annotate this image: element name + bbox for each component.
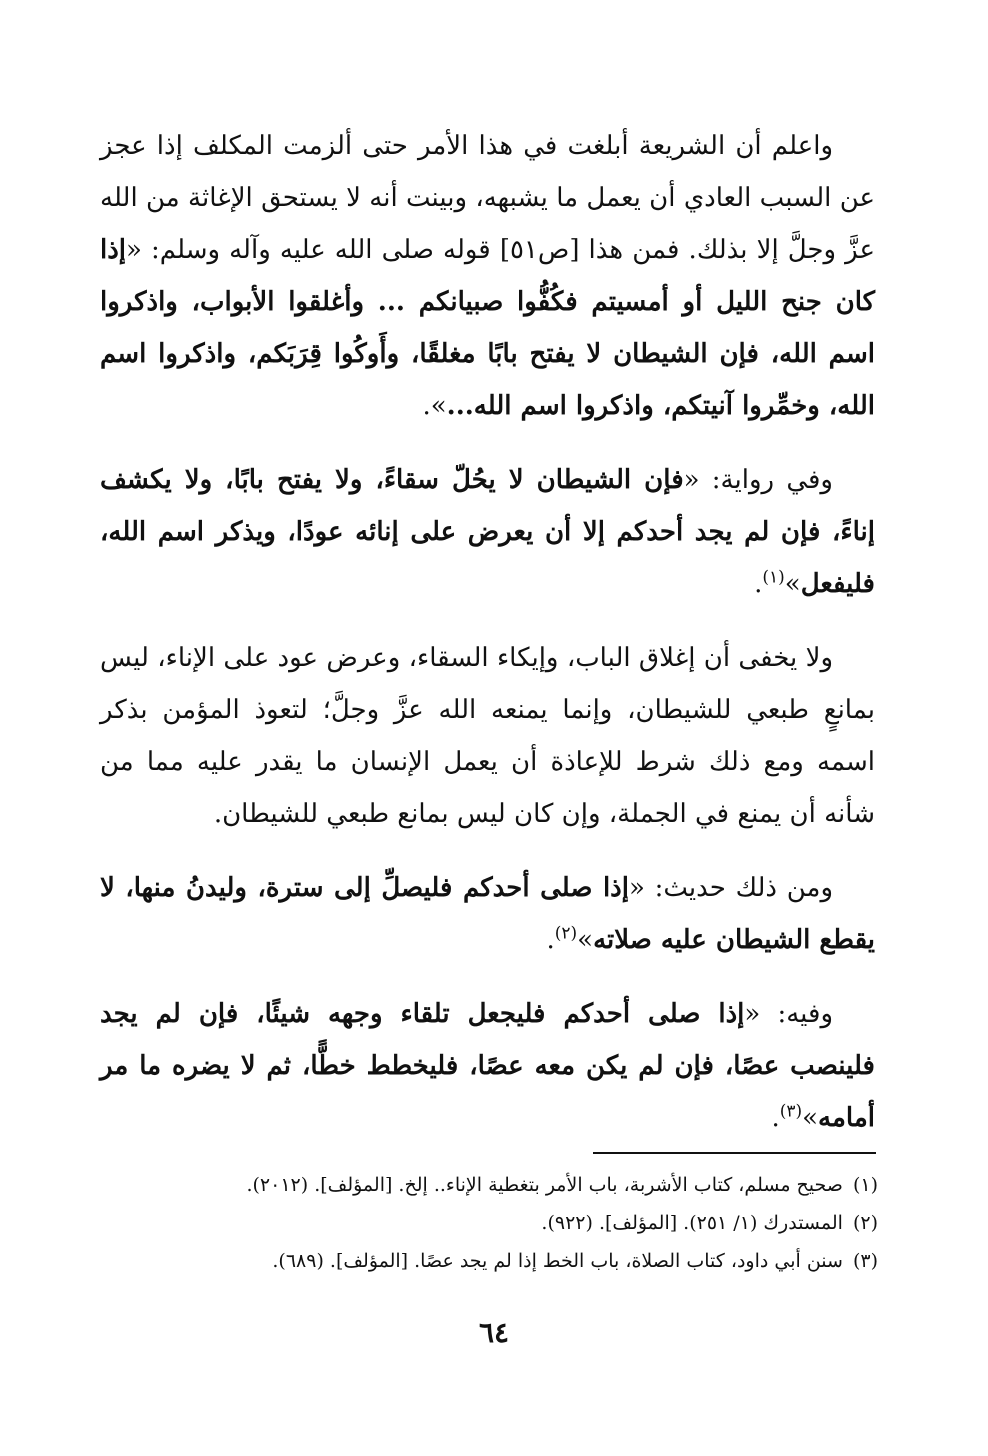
paragraph-2 bbox=[100, 454, 875, 610]
footnote-1-text: صحيح مسلم، كتاب الأشربة، باب الأمر بتغطية الإناء.. إلخ. [المؤلف]. (٢٠١٢). bbox=[246, 1174, 843, 1196]
footnote-3-text: سنن أبي داود، كتاب الصلاة، باب الخط إذا لم يجد عصًا. [المؤلف]. (٦٨٩). bbox=[272, 1250, 843, 1272]
paragraph-2-hadith-quote: فإن الشيطان لا يحُلّ سقاءً، ولا يفتح بابًا، ولا يكشف إناءً، فإن لم يجد أحدكم إلا أن يعرض على إنائه عودًا، ويذكر اسم الله، فليفعل bbox=[100, 465, 875, 599]
paragraph-3-text: ولا يخفى أن إغلاق الباب، وإيكاء السقاء، وعرض عود على الإناء، ليس بمانعٍ طبعي للشيطان، وإنما يمنعه الله عزَّ وجلَّ؛ لتعوذ المؤمن بذكر اسمه ومع ذلك شرط للإعاذة أن يعمل الإنسان ما يقدر عليه مما من شأنه أن يمنع في الجملة، وإن كان ليس بمانع طبعي للشيطان. bbox=[100, 643, 875, 829]
paragraph-5-quote-close: » bbox=[802, 1103, 819, 1133]
footnotes bbox=[100, 1166, 878, 1280]
footnote-3 bbox=[100, 1242, 878, 1280]
paragraph-1 bbox=[100, 120, 875, 432]
page-body bbox=[100, 120, 875, 1166]
footnote-2 bbox=[100, 1204, 878, 1242]
footnote-1-number: (١) bbox=[852, 1174, 878, 1196]
paragraph-4-hadith-quote: إذا صلى أحدكم فليصلِّ إلى سترة، وليدنُ منها، لا يقطع الشيطان عليه صلاته bbox=[100, 873, 875, 955]
paragraph-5-period: . bbox=[771, 1103, 780, 1133]
paragraph-4 bbox=[100, 862, 875, 966]
footnote-2-text: المستدرك (١/ ٢٥١). [المؤلف]. (٩٢٢). bbox=[541, 1212, 843, 1234]
paragraph-1-intro: واعلم أن الشريعة أبلغت في هذا الأمر حتى ألزمت المكلف إذا عجز عن السبب العادي أن يعمل ما يشبهه، وبينت أنه لا يستحق الإغاثة من الله عزَّ وجلَّ إلا بذلك. فمن هذا [ص٥١] قوله صلى الله عليه وآله وسلم: « bbox=[100, 131, 875, 265]
paragraph-1-closing: ». bbox=[422, 391, 447, 421]
paragraph-1-hadith-quote: إذا كان جنح الليل أو أمسيتم فكُفُّوا صبيانكم ... وأغلقوا الأبواب، واذكروا اسم الله، فإن الشيطان لا يفتح بابًا مغلقًا، وأَوكُوا قِرَبَكم، واذكروا اسم الله، وخمِّروا آنيتكم، واذكروا اسم الله... bbox=[100, 235, 875, 421]
footnote-3-number: (٣) bbox=[852, 1250, 878, 1272]
footnote-2-number: (٢) bbox=[852, 1212, 878, 1234]
page-number: ٦٤ bbox=[478, 1316, 510, 1349]
paragraph-4-quote-close: » bbox=[577, 925, 594, 955]
paragraph-5-intro: وفيه: « bbox=[744, 999, 834, 1029]
paragraph-4-intro: ومن ذلك حديث: « bbox=[628, 873, 833, 903]
paragraph-4-period: . bbox=[546, 925, 555, 955]
paragraph-5 bbox=[100, 988, 875, 1144]
footnote-divider bbox=[593, 1152, 876, 1154]
paragraph-5-hadith-quote: إذا صلى أحدكم فليجعل تلقاء وجهه شيئًا، فإن لم يجد فلينصب عصًا، فإن لم يكن معه عصًا، فليخطط خطًّا، ثم لا يضره ما مر أمامه bbox=[100, 999, 875, 1133]
footnote-ref-2: (٢) bbox=[554, 923, 578, 944]
footnote-ref-3: (٣) bbox=[779, 1101, 803, 1122]
footnote-ref-1: (١) bbox=[762, 567, 785, 588]
paragraph-2-quote-close: » bbox=[784, 569, 801, 599]
paragraph-2-period: . bbox=[754, 569, 763, 599]
paragraph-3 bbox=[100, 632, 875, 840]
paragraph-2-intro: وفي رواية: « bbox=[683, 465, 833, 495]
footnote-1 bbox=[100, 1166, 878, 1204]
